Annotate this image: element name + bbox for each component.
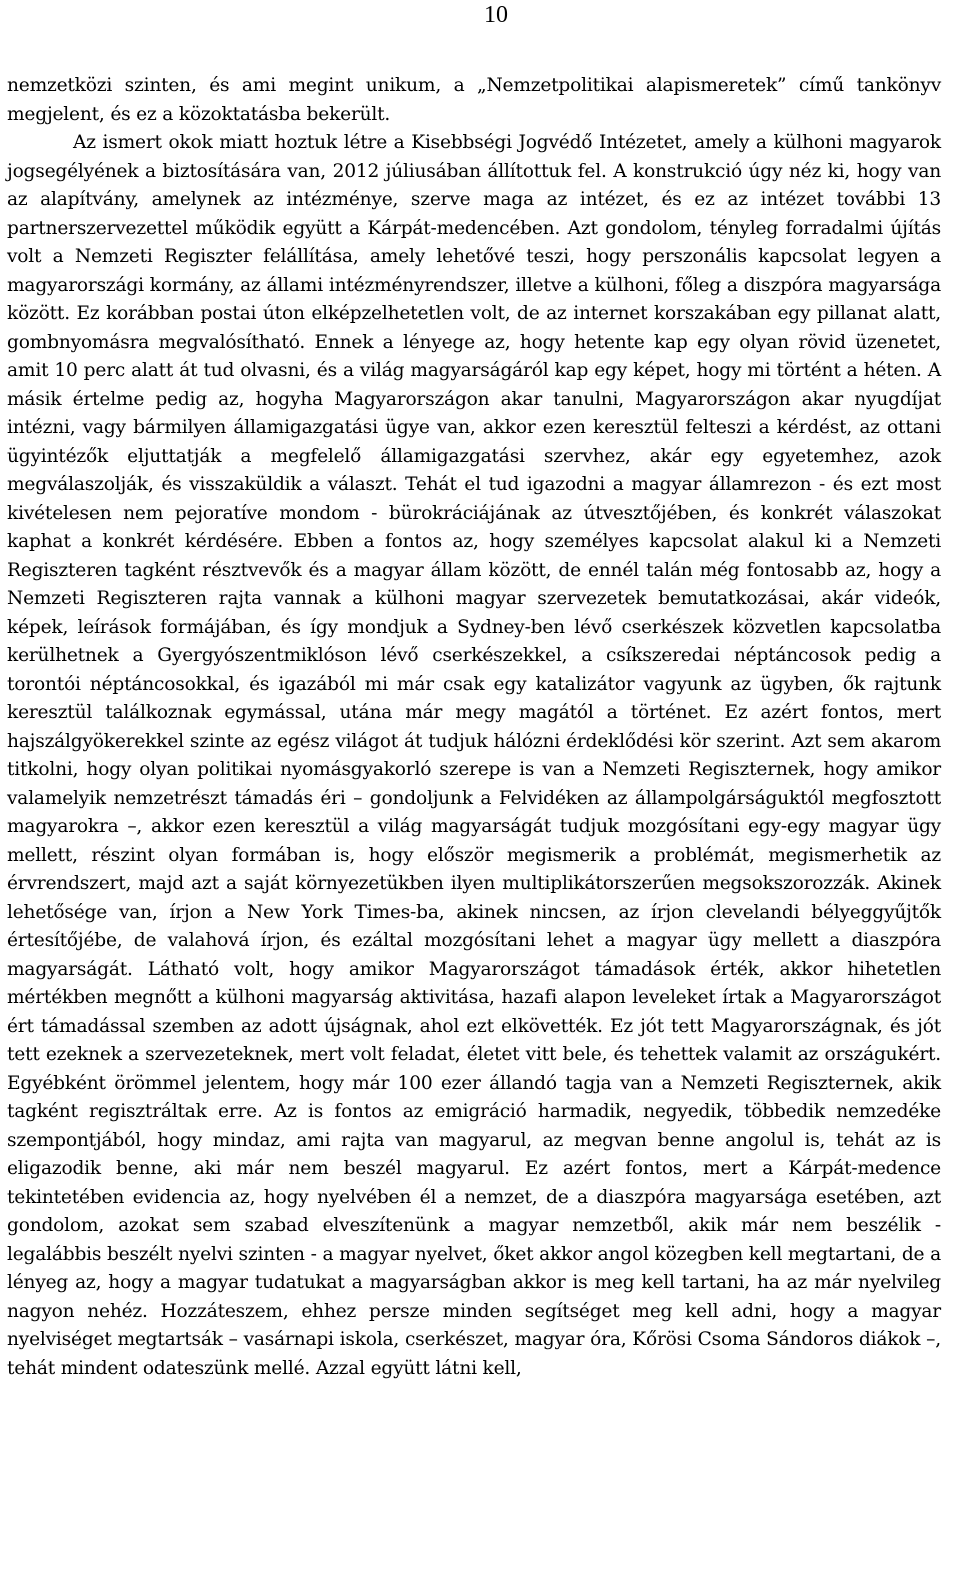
paragraph-continuation: nemzetközi szinten, és ami megint unikum, a „Nemzetpolitikai alapismeretek” című tankönyv megjelent, és ez a közoktatásba bekerült. <box>7 75 941 125</box>
paragraph-main: Az ismert okok miatt hoztuk létre a Kisebbségi Jogvédő Intézetet, amely a külhoni magyarok jogsegélyének a biztosítására van, 2012 júliusában állítottuk fel. A konstrukció úgy néz ki, hogy van az alapítvány, amelynek az intézménye, szerve maga az intézet, és ez az intézet további 13 partnerszervezettel működik együtt a Kárpát-medencében. Azt gondolom, tényleg forradalmi újítás volt a Nemzeti Regiszter felállítása, amely lehetővé teszi, hogy perszonális kapcsolat legyen a magyarországi kormány, az állami intézményrendszer, illetve a külhoni, főleg a diszpóra magyarsága között. Ez korábban postai úton elképzelhetetlen volt, de az internet korszakában egy pillanat alatt, gombnyomásra megvalósítható. Ennek a lényege az, hogy hetente kap egy olyan rövid üzenetet, amit 10 perc alatt át tud olvasni, és a világ magyarságáról kap egy képet, hogy mi történt a héten. A másik értelme pedig az, hogyha Magyarországon akar tanulni, Magyarországon akar nyugdíjat intézni, vagy bármilyen államigazgatási ügye van, akkor ezen keresztül felteszi a kérdést, az ottani ügyintézők eljuttatják a megfelelő államigazgatási szervhez, akár egy egyetemhez, azok megválaszolják, és visszaküldik a választ. Tehát el tud igazodni a magyar államrezon - és ezt most kivételesen nem pejoratíve mondom - bürokráciájának az útvesztőjében, és konkrét válaszokat kaphat a konkrét kérdésére. Ebben a fontos az, hogy személyes kapcsolat alakul ki a Nemzeti Regiszteren tagként résztvevők és a magyar állam között, de ennél talán még fontosabb az, hogy a Nemzeti Regiszteren rajta vannak a külhoni magyar szervezetek bemutatkozásai, akár videók, képek, leírások formájában, és így mondjuk a Sydney-ben lévő cserkészek közvetlen kapcsolatba kerülhetnek a Gyergyószentmiklóson lévő cserkészekkel, a csíkszeredai néptáncosok pedig a torontói néptáncosokkal, és igazából mi már csak egy katalizátor vagyunk az ügyben, ők rajtunk keresztül találkoznak egymással, utána már megy magától a történet. Ez azért fontos, mert hajszálgyökerekkel szinte az egész világot át tudjuk hálózni érdeklődési kör szerint. Azt sem akarom titkolni, hogy olyan politikai nyomásgyakorló szerepe is van a Nemzeti Regiszternek, hogy amikor valamelyik nemzetrészt támadás éri – gondoljunk a Felvidéken az állampolgárságuktól megfosztott magyarokra –, akkor ezen keresztül a világ magyarságát tudjuk mozgósítani egy-egy magyar ügy mellett, részint olyan formában is, hogy először megismerik a problémát, megismerhetik az érvrendszert, majd azt a saját környezetükben ilyen multiplikátorszerűen megsokszorozzák. Akinek lehetősége van, írjon a New York Times-ba, akinek nincsen, az írjon clevelandi bélyeggyűjtők értesítőjébe, de valahová írjon, és ezáltal mozgósítani lehet a magyar ügy mellett a diaszpóra magyarságát. Látható volt, hogy amikor Magyarországot támadások érték, akkor hihetetlen mértékben megnőtt a külhoni magyarság aktivitása, hazafi alapon leveleket írtak a Magyarországot ért támadással szemben az adott újságnak, ahol ezt elkövették. Ez jót tett Magyarországnak, és jót tett ezeknek a szervezeteknek, mert volt feladat, életet vitt bele, és tehettek valamit az országukért. Egyébként örömmel jelentem, hogy már 100 ezer állandó tagja van a Nemzeti Regiszternek, akik tagként regisztráltak erre. Az is fontos az emigráció harmadik, negyedik, többedik nemzedéke szempontjából, hogy mindaz, ami rajta van magyarul, az megvan benne angolul is, tehát az is eligazodik benne, aki már nem beszél magyarul. Ez azért fontos, mert a Kárpát-medence tekintetében evidencia az, hogy nyelvében él a nemzet, de a diaszpóra magyarsága esetében, azt gondolom, azokat sem szabad elveszítenünk a magyar nemzetből, akik már nem beszélik - legalábbis beszélt nyelvi szinten - a magyar nyelvet, őket akkor angol közegben kell megtartani, de a lényeg az, hogy a magyar tudatukat a magyarságban akkor is meg kell tartani, ha az már nyelvileg nagyon nehéz. Hozzáteszem, ehhez persze minden segítséget meg kell adni, hogy a magyar nyelviséget megtartsák – vasárnapi iskola, cserkészet, magyar óra, Kőrösi Csoma Sándoros diákok –, tehát mindent odateszünk mellé. Azzal együtt látni kell, <box>7 132 941 1379</box>
page-number: 10 <box>484 2 508 28</box>
body-text <box>7 72 941 1383</box>
